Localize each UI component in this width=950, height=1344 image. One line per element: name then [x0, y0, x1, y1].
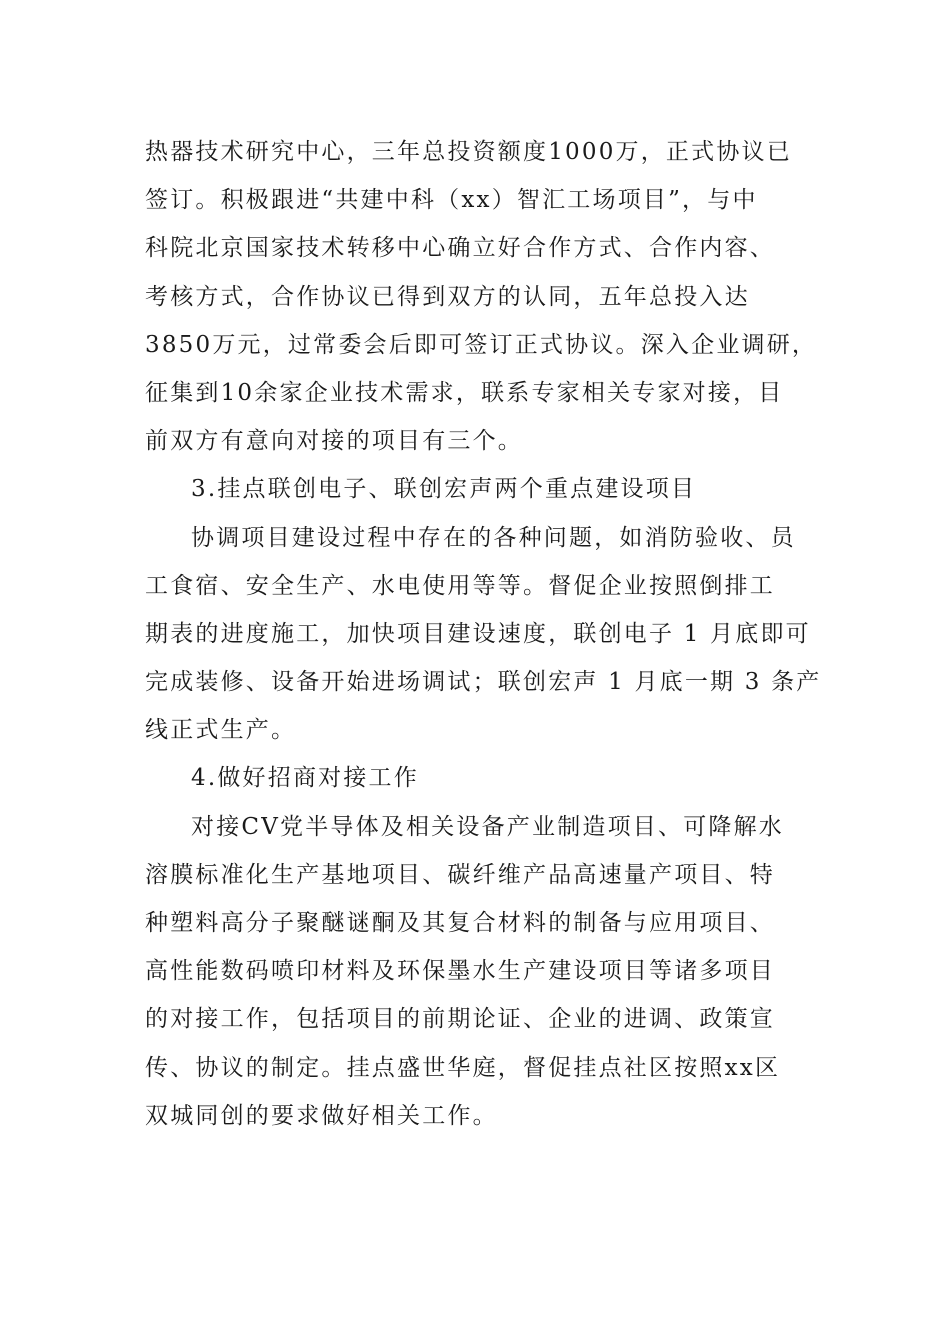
text-line: 传、协议的制定。挂点盛世华庭，督促挂点社区按照xx区 [145, 1054, 781, 1081]
text-line: 科院北京国家技术转移中心确立好合作方式、合作内容、 [145, 235, 775, 262]
section-heading-4: 4.做好招商对接工作 [191, 765, 419, 792]
text-line: 协调项目建设过程中存在的各种问题，如消防验收、员 [191, 524, 796, 551]
text-line: 种塑料高分子聚醚谜酮及其复合材料的制备与应用项目、 [145, 910, 775, 936]
document-body [145, 128, 822, 1140]
text-line: 对接CV党半导体及相关设备产业制造项目、可降解水 [191, 813, 785, 840]
text-line: 热器技术研究中心，三年总投资额度1000万，正式协议已 [145, 139, 792, 165]
text-line: 签订。积极跟进“共建中科（xx）智汇工场项目”，与中 [145, 187, 758, 214]
text-line: 溶膜标准化生产基地项目、碳纤维产品高速量产项目、特 [145, 861, 775, 888]
section-heading-3: 3.挂点联创电子、联创宏声两个重点建设项目 [191, 476, 697, 503]
text-line: 线正式生产。 [145, 717, 297, 744]
text-line: 的对接工作，包括项目的前期论证、企业的进调、政策宣 [145, 1006, 775, 1033]
paragraph-investment-docking [145, 803, 810, 1140]
text-line: 考核方式，合作协议已得到双方的认同，五年总投入达 [145, 283, 750, 310]
paragraph-key-projects [145, 514, 822, 755]
text-line: 工食宿、安全生产、水电使用等等。督促企业按照倒排工 [145, 572, 775, 599]
text-line: 双城同创的要求做好相关工作。 [145, 1102, 498, 1129]
text-line: 征集到10余家企业技术需求，联系专家相关专家对接，目 [145, 379, 784, 406]
text-line: 3850万元，过常委会后即可签订正式协议。深入企业调研， [145, 331, 818, 358]
text-line: 期表的进度施工，加快项目建设速度，联创电子 1 月底即可 [145, 620, 811, 647]
text-line: 前双方有意向对接的项目有三个。 [145, 428, 523, 455]
paragraph-project-cooperation [145, 128, 818, 465]
text-line: 高性能数码喷印材料及环保墨水生产建设项目等诸多项目 [145, 958, 775, 985]
text-line: 完成装修、设备开始进场调试；联创宏声 1 月底一期 3 条产 [145, 669, 822, 696]
